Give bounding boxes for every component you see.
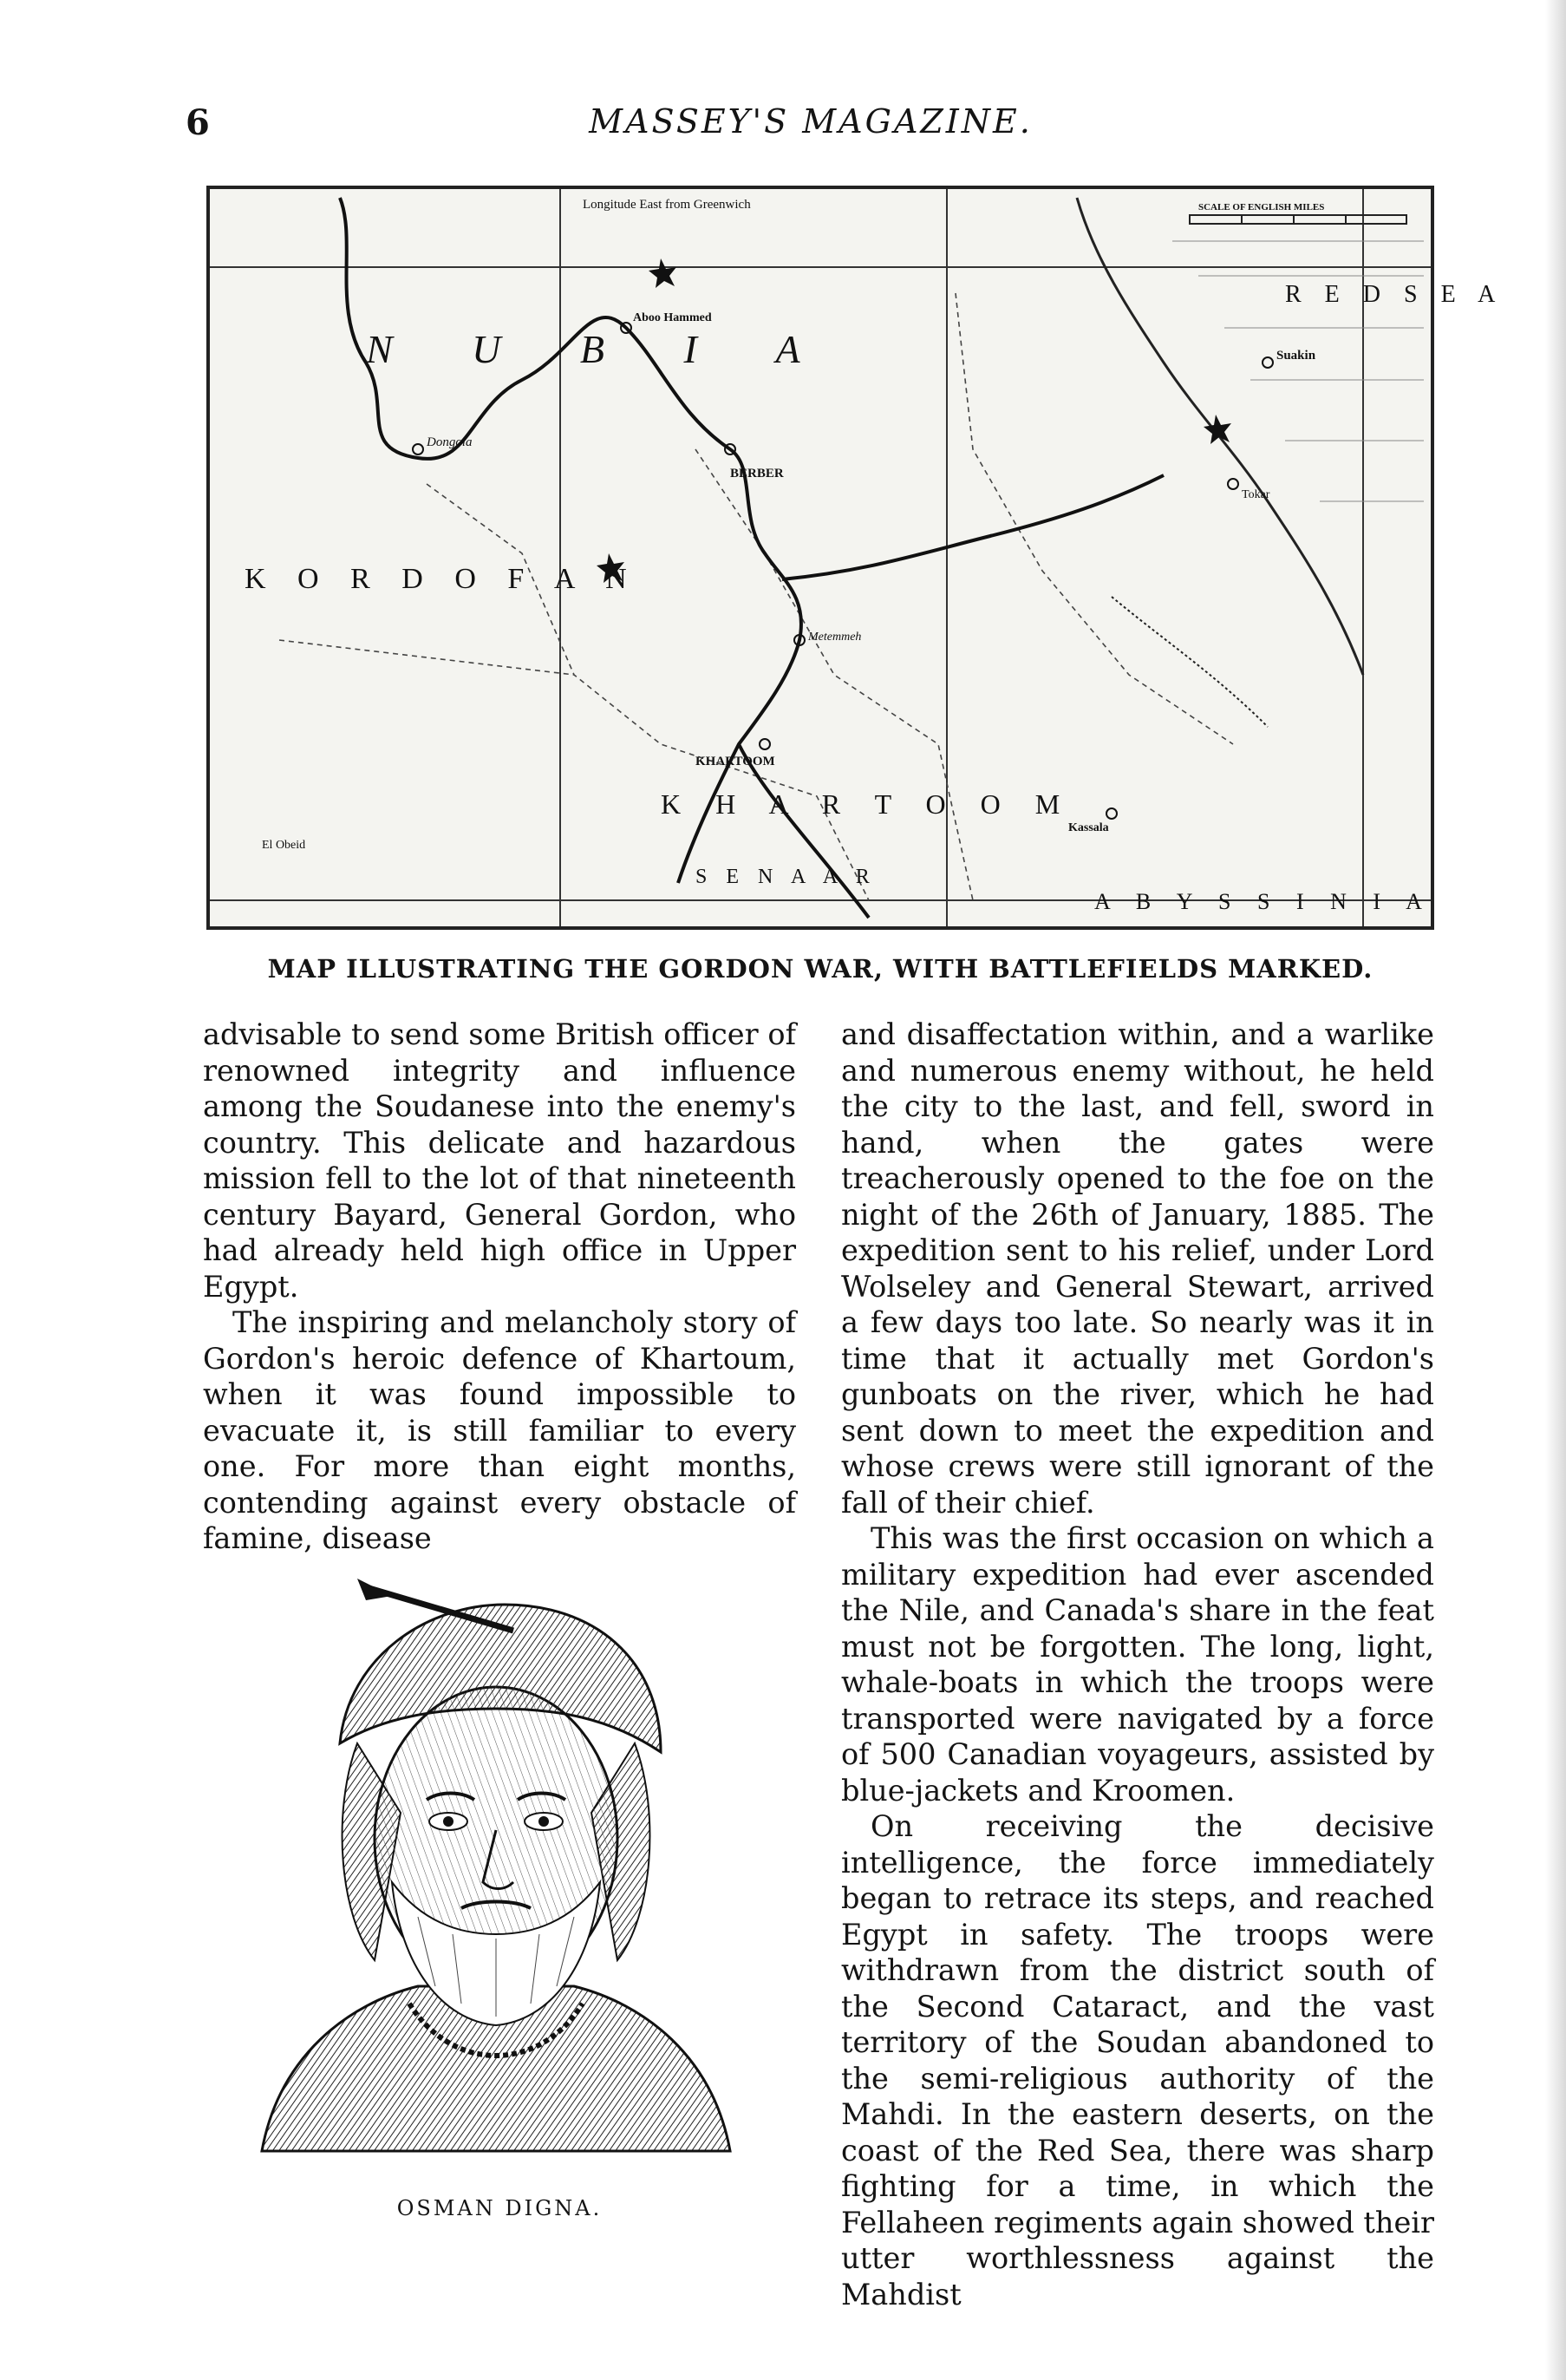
gordon-war-map: [206, 186, 1504, 930]
right-paragraph-1: and disaffectation within, and a warlike and numerous enemy without, he held the city to the last, and fell, sword in hand, when the gates were treacherously opened to the foe on the night of the 26th of January, 1885. The expedition sent to his relief, under Lord Wolseley and General Stewart, arrived a few days too late. So nearly was it in time that it actually met Gordon's gunboats on the river, which he had sent down to meet the expedition and whose crews were still ignorant of the fall of their chief.: [841, 1017, 1434, 1520]
map-label-aboo-hammed: Aboo Hammed: [633, 311, 712, 324]
osman-digna-portrait: [227, 1553, 765, 2177]
map-label-dongola: Dongola: [427, 435, 473, 449]
running-title: MASSEY'S MAGAZINE.: [589, 102, 1033, 141]
map-label-longitude: Longitude East from Greenwich: [583, 198, 751, 212]
right-column: [841, 1017, 1434, 2312]
map-label-kassala: Kassala: [1068, 821, 1109, 834]
map-label-sennar: S E N A A R: [695, 866, 877, 888]
right-paragraph-3: On receiving the decisive intelligence, the force immediately began to retrace its steps, and reached Egypt in safety. The troops were withdrawn from the district south of the Second Cataract, and the vast territory of the Soudan abandoned to the semi-religious authority of the Mahdi. In the eastern deserts, on the coast of the Red Sea, there was sharp fighting for a time, in which the Fellaheen regiments again showed their utter worthlessness against the Mahdist: [841, 1809, 1435, 2311]
map-label-el-obeid: El Obeid: [262, 839, 306, 852]
map-label-metemmeh: Metemmeh: [808, 631, 862, 644]
left-column: [203, 1017, 796, 1557]
map-label-tokar: Tokar: [1242, 488, 1270, 501]
portrait-engraving: [227, 1553, 765, 2177]
map-label-khartoum: KHARTOOM: [695, 755, 775, 768]
page-header: [186, 102, 1436, 154]
portrait-caption: OSMAN DIGNA.: [396, 2196, 603, 2220]
left-paragraph-1: advisable to send some British officer of renowned integrity and influence among the Soudanese into the enemy's country. This delicate and hazardous mission fell to the lot of that nineteenth century Bayard, General Gordon, who had already held high office in Upper Egypt.: [203, 1017, 796, 1304]
map-label-suakin: Suakin: [1276, 349, 1316, 363]
map-label-red-sea: R E D S E A: [1285, 281, 1504, 308]
map-label-abyssinia: A B Y S S I N I A: [1094, 889, 1432, 914]
map-label-kordofan: K O R D O F A N: [245, 563, 639, 595]
map-label-nubia: N U B I A: [366, 327, 835, 371]
page-number: 6: [186, 102, 210, 143]
map-label-berber: BERBER: [730, 467, 784, 481]
map-label-khartoum-region: K H A R T O O M: [661, 788, 1074, 820]
page-edge-shadow: [1545, 0, 1566, 2380]
left-paragraph-2: The inspiring and melancholy story of Gordon's heroic defence of Khartoum, when it was found impossible to evacuate it, is still familiar to every one. For more than eight months, contending against every obstacle of famine, disease: [203, 1305, 796, 1555]
right-paragraph-2: This was the first occasion on which a military expedition had ever ascended the Nile, and Canada's share in the feat must not be forgotten. The long, light, whale-boats in which the troops were transported were navigated by a force of 500 Canadian voyageurs, assisted by blue-jackets and Kroomen.: [841, 1521, 1434, 1808]
map-label-scale: SCALE OF ENGLISH MILES: [1198, 202, 1325, 212]
map-illustration: [210, 189, 1504, 926]
map-caption: MAP ILLUSTRATING THE GORDON WAR, WITH BATTLEFIELDS MARKED.: [267, 954, 1374, 984]
